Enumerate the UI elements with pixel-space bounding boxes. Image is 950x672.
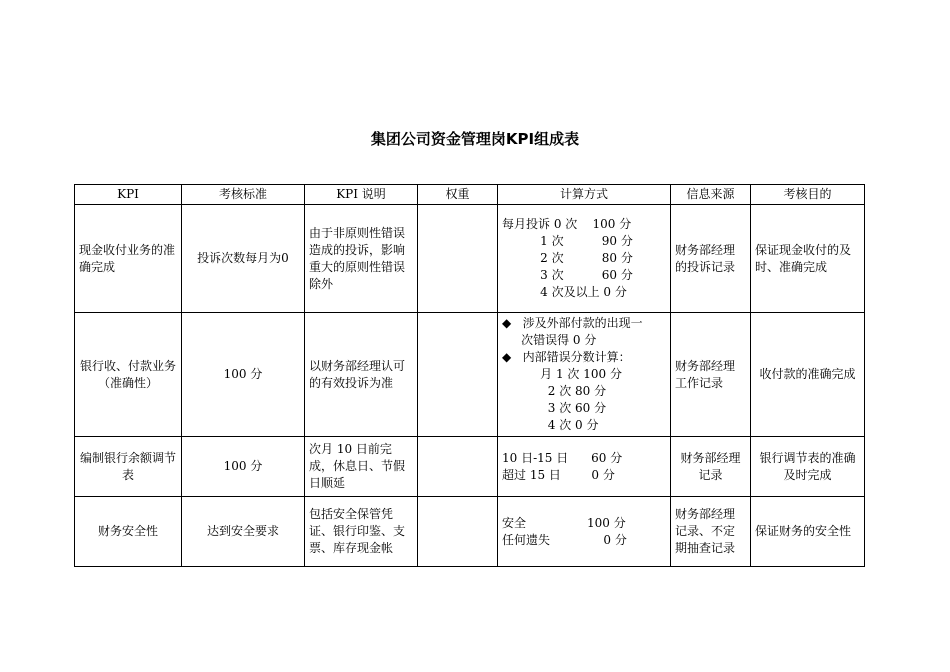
cell-source: 财务部经理工作记录: [671, 313, 751, 437]
calc-line: 1 次 90 分: [502, 234, 633, 248]
header-kpi: KPI: [75, 185, 182, 205]
cell-kpi: 编制银行余额调节表: [75, 437, 182, 497]
header-description: KPI 说明: [305, 185, 418, 205]
cell-description: 包括安全保管凭证、银行印鉴、支票、库存现金帐: [305, 497, 418, 567]
cell-purpose: 保证现金收付的及时、准确完成: [751, 205, 865, 313]
cell-calculation: [498, 497, 671, 567]
cell-description: 以财务部经理认可的有效投诉为准: [305, 313, 418, 437]
cell-purpose: 保证财务的安全性: [751, 497, 865, 567]
calc-line: 月 1 次 100 分: [502, 367, 622, 381]
cell-weight: [418, 205, 498, 313]
cell-calculation: [498, 313, 671, 437]
cell-standard: 100 分: [182, 437, 305, 497]
cell-standard: 投诉次数每月为0: [182, 205, 305, 313]
cell-calculation: [498, 437, 671, 497]
calc-line: 4 次 0 分: [502, 418, 599, 432]
cell-weight: [418, 437, 498, 497]
cell-kpi: 现金收付业务的准确完成: [75, 205, 182, 313]
header-calculation: 计算方式: [498, 185, 671, 205]
cell-calculation: [498, 205, 671, 313]
cell-source: 财务部经理记录、不定期抽查记录: [671, 497, 751, 567]
cell-source: 财务部经理记录: [671, 437, 751, 497]
table-row: [75, 437, 865, 497]
calc-line: ◆ 涉及外部付款的出现一: [502, 316, 643, 330]
cell-description: 由于非原则性错误造成的投诉，影响重大的原则性错误除外: [305, 205, 418, 313]
cell-weight: [418, 313, 498, 437]
calc-line: 安全 100 分: [502, 515, 626, 530]
header-row: [75, 185, 865, 205]
calc-line: 3 次 60 分: [502, 268, 633, 282]
table-row: [75, 313, 865, 437]
table-row: [75, 497, 865, 567]
table-row: [75, 205, 865, 313]
header-purpose: 考核目的: [751, 185, 865, 205]
calc-line: 4 次及以上 0 分: [502, 285, 627, 299]
cell-kpi: 银行收、付款业务（准确性）: [75, 313, 182, 437]
cell-kpi: 财务安全性: [75, 497, 182, 567]
header-source: 信息来源: [671, 185, 751, 205]
calc-line: 10 日-15 日 60 分: [502, 450, 623, 465]
cell-standard: 达到安全要求: [182, 497, 305, 567]
cell-description: 次月 10 日前完成，休息日、节假日顺延: [305, 437, 418, 497]
cell-weight: [418, 497, 498, 567]
calc-line: ◆ 内部错误分数计算：: [502, 350, 631, 364]
calc-line: 2 次 80 分: [502, 251, 633, 265]
kpi-table: [74, 184, 865, 567]
document-title: 集团公司资金管理岗KPI组成表: [370, 130, 580, 148]
cell-source: 财务部经理的投诉记录: [671, 205, 751, 313]
header-standard: 考核标准: [182, 185, 305, 205]
calc-line: 每月投诉 0 次 100 分: [502, 217, 632, 231]
header-weight: 权重: [418, 185, 498, 205]
calc-line: 2 次 80 分: [502, 384, 607, 398]
calc-line: 任何遗失 0 分: [502, 532, 627, 547]
calc-line: 次错误得 0 分: [502, 333, 597, 347]
cell-purpose: 收付款的准确完成: [751, 313, 865, 437]
cell-standard: 100 分: [182, 313, 305, 437]
calc-line: 3 次 60 分: [502, 401, 607, 415]
cell-purpose: 银行调节表的准确及时完成: [751, 437, 865, 497]
calc-line: 超过 15 日 0 分: [502, 467, 615, 482]
